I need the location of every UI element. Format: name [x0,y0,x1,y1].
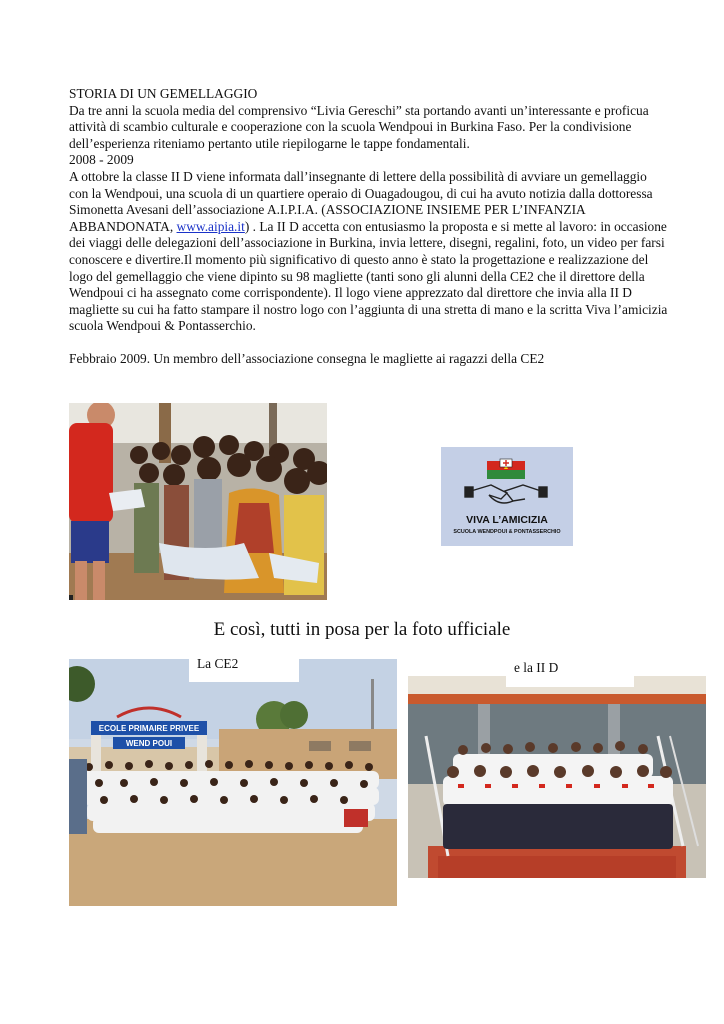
photo-iid-class [408,676,706,878]
logo-text-viva: VIVA L’AMICIZIA [466,514,548,526]
february-caption: Febbraio 2009. Un membro dell’associazione consegna le magliette ai ragazzi della CE2 [69,350,545,366]
school-sign-bottom: WEND POUI [125,739,173,748]
photo-tshirt-delivery [69,403,327,600]
aipia-link[interactable]: www.aipia.it [176,218,245,234]
body-part-2: ) . La II D accetta con entusiasmo la proposta e si mette al lavoro: in occasione dei viaggi delle delegazioni dell’associazione in Burkina, invia lettere, disegni, regalini, foto, un video per farsi conoscere e divertire.Il momento più significativo di questo anno è stato la progettazione e realizzazione del logo del gemellaggio che viene dipinto su 98 magliette (tanti sono gli alunni della CE2 che il direttore della Wendpoui ci ha assegnato come corrispondente). Il logo viene apprezzato dal direttore che invia alla II D magliette su cui ha fatto stampare il nostro logo con l’aggiunta di una stretta di mano e la scritta Viva l’amicizia scuola Wendpoui & Pontasserchio. [69,218,668,334]
photo-ce2-class [69,659,397,906]
photo-friendship-logo [441,447,573,546]
article-body [69,169,669,335]
body-part-1: A ottobre la classe II D viene informata dall’insegnante di lettere della possibilità di avviare un gemellaggio con la Wendpoui, una scuola di un quartiere operaio di Ouagadougou, di cui ha avuto notizia dalla dottoressa Simonetta Avesani dell’associazione A.I.P.I.A. (ASSOCIAZIONE INSIEME PER L’INFANZIA ABBANDONATA, [69,168,653,234]
article-intro: Da tre anni la scuola media del comprensivo “Livia Gereschi” sta portando avanti un’interessante e proficua attività di scambio culturale e cooperazione con la scuola Wendpoui in Burkina Faso. Per la condivisione dell’esperienza riteniamo pertanto utile riepilogarne le tappe fondamentali. [69,102,649,151]
label-iid: e la II D [506,659,634,687]
logo-text-schools: SCUOLA WENDPOUI & PONTASSERCHIO [453,529,561,535]
article-title: STORIA DI UN GEMELLAGGIO [69,86,258,101]
official-photo-caption: E così, tutti in posa per la foto ufficiale [213,619,511,640]
school-sign-top: ECOLE PRIMAIRE PRIVEE [98,724,200,733]
article-text [69,86,669,368]
article-period: 2008 - 2009 [69,152,134,168]
logo-graphic [441,447,573,546]
label-ce2: La CE2 [189,655,299,682]
